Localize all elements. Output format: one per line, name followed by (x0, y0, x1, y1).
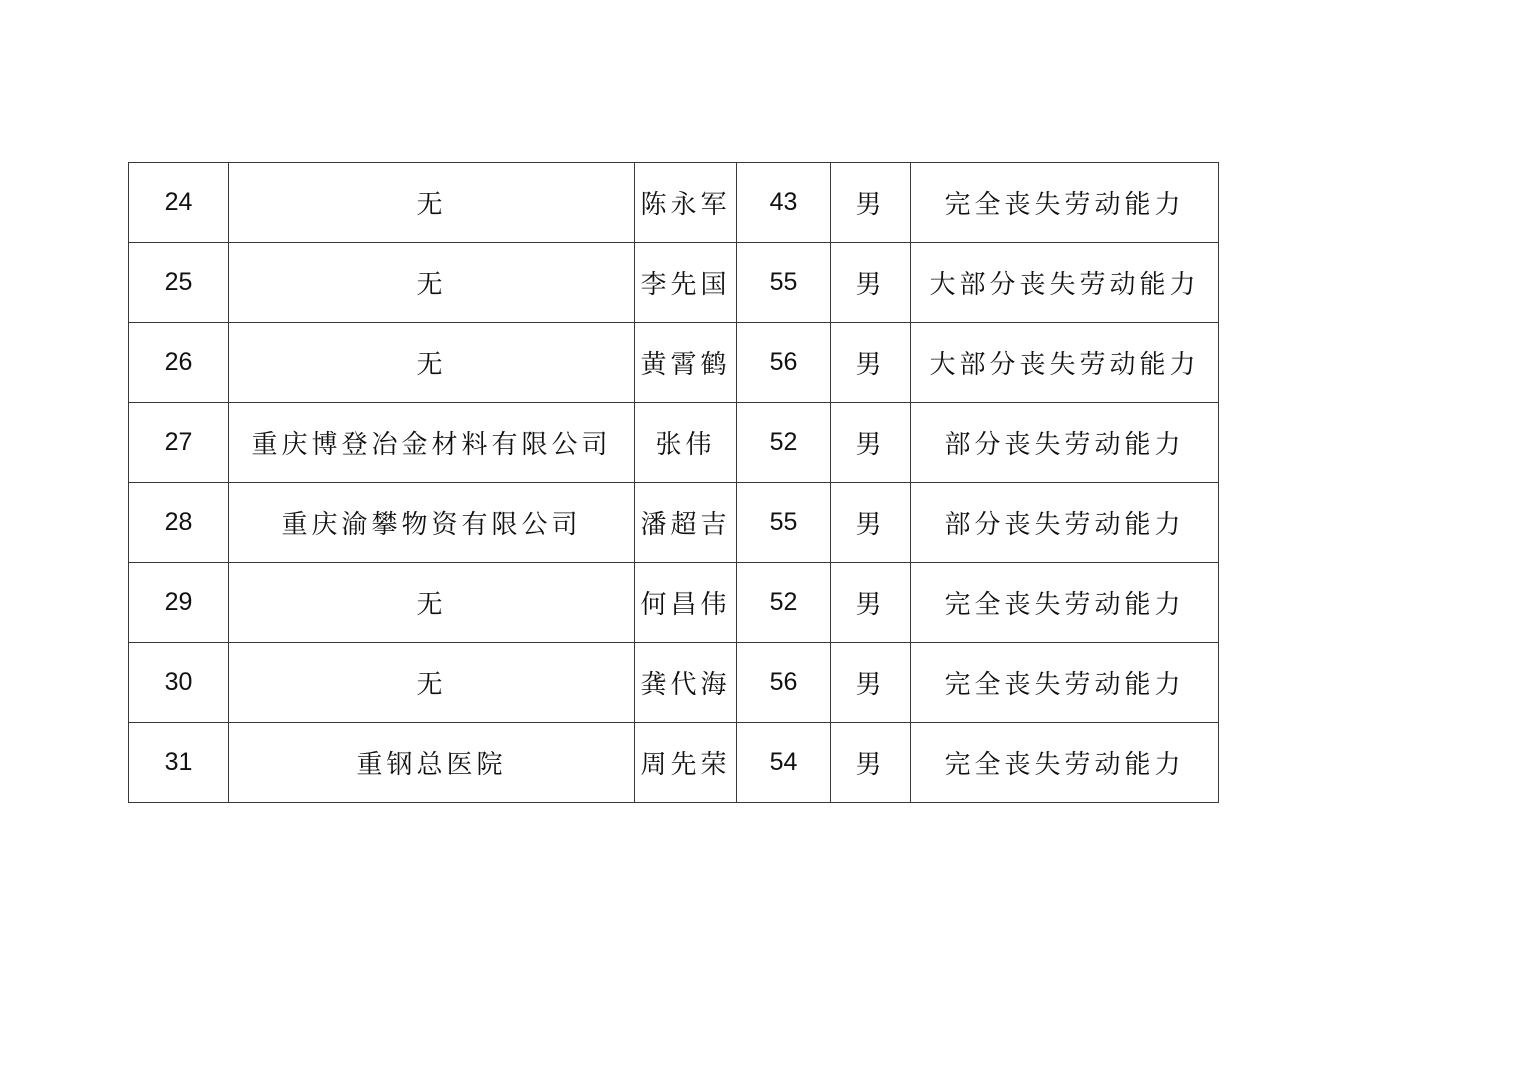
person-name-cell: 黄霄鹤 (635, 323, 737, 403)
table-row (129, 483, 1219, 563)
disability-level-cell: 部分丧失劳动能力 (911, 403, 1219, 483)
table-row (129, 243, 1219, 323)
person-name-cell: 周先荣 (635, 723, 737, 803)
sex-cell: 男 (831, 563, 911, 643)
age-cell: 55 (737, 483, 831, 563)
person-name-cell: 陈永军 (635, 163, 737, 243)
employer-cell: 重钢总医院 (229, 723, 635, 803)
disability-level-cell: 大部分丧失劳动能力 (911, 243, 1219, 323)
sex-cell: 男 (831, 483, 911, 563)
age-cell: 56 (737, 323, 831, 403)
person-name-cell: 何昌伟 (635, 563, 737, 643)
table-row (129, 403, 1219, 483)
sex-cell: 男 (831, 243, 911, 323)
row-number: 31 (129, 723, 229, 803)
disability-level-cell: 大部分丧失劳动能力 (911, 323, 1219, 403)
sex-cell: 男 (831, 323, 911, 403)
employer-cell: 无 (229, 323, 635, 403)
sex-cell: 男 (831, 403, 911, 483)
disability-level-cell: 完全丧失劳动能力 (911, 723, 1219, 803)
person-name-cell: 龚代海 (635, 643, 737, 723)
table-row (129, 563, 1219, 643)
employer-cell: 重庆渝攀物资有限公司 (229, 483, 635, 563)
records-table (128, 162, 1219, 803)
disability-level-cell: 完全丧失劳动能力 (911, 563, 1219, 643)
disability-level-cell: 部分丧失劳动能力 (911, 483, 1219, 563)
table-row (129, 643, 1219, 723)
employer-cell: 无 (229, 243, 635, 323)
row-number: 25 (129, 243, 229, 323)
row-number: 28 (129, 483, 229, 563)
age-cell: 54 (737, 723, 831, 803)
age-cell: 56 (737, 643, 831, 723)
person-name-cell: 李先国 (635, 243, 737, 323)
age-cell: 52 (737, 403, 831, 483)
person-name-cell: 张伟 (635, 403, 737, 483)
disability-level-cell: 完全丧失劳动能力 (911, 643, 1219, 723)
employer-cell: 重庆博登冶金材料有限公司 (229, 403, 635, 483)
employer-cell: 无 (229, 643, 635, 723)
row-number: 29 (129, 563, 229, 643)
age-cell: 43 (737, 163, 831, 243)
row-number: 27 (129, 403, 229, 483)
row-number: 26 (129, 323, 229, 403)
person-name-cell: 潘超吉 (635, 483, 737, 563)
table-row (129, 723, 1219, 803)
disability-level-cell: 完全丧失劳动能力 (911, 163, 1219, 243)
row-number: 30 (129, 643, 229, 723)
sex-cell: 男 (831, 163, 911, 243)
employer-cell: 无 (229, 563, 635, 643)
table-row (129, 163, 1219, 243)
row-number: 24 (129, 163, 229, 243)
age-cell: 52 (737, 563, 831, 643)
age-cell: 55 (737, 243, 831, 323)
sex-cell: 男 (831, 723, 911, 803)
table-row (129, 323, 1219, 403)
sex-cell: 男 (831, 643, 911, 723)
employer-cell: 无 (229, 163, 635, 243)
